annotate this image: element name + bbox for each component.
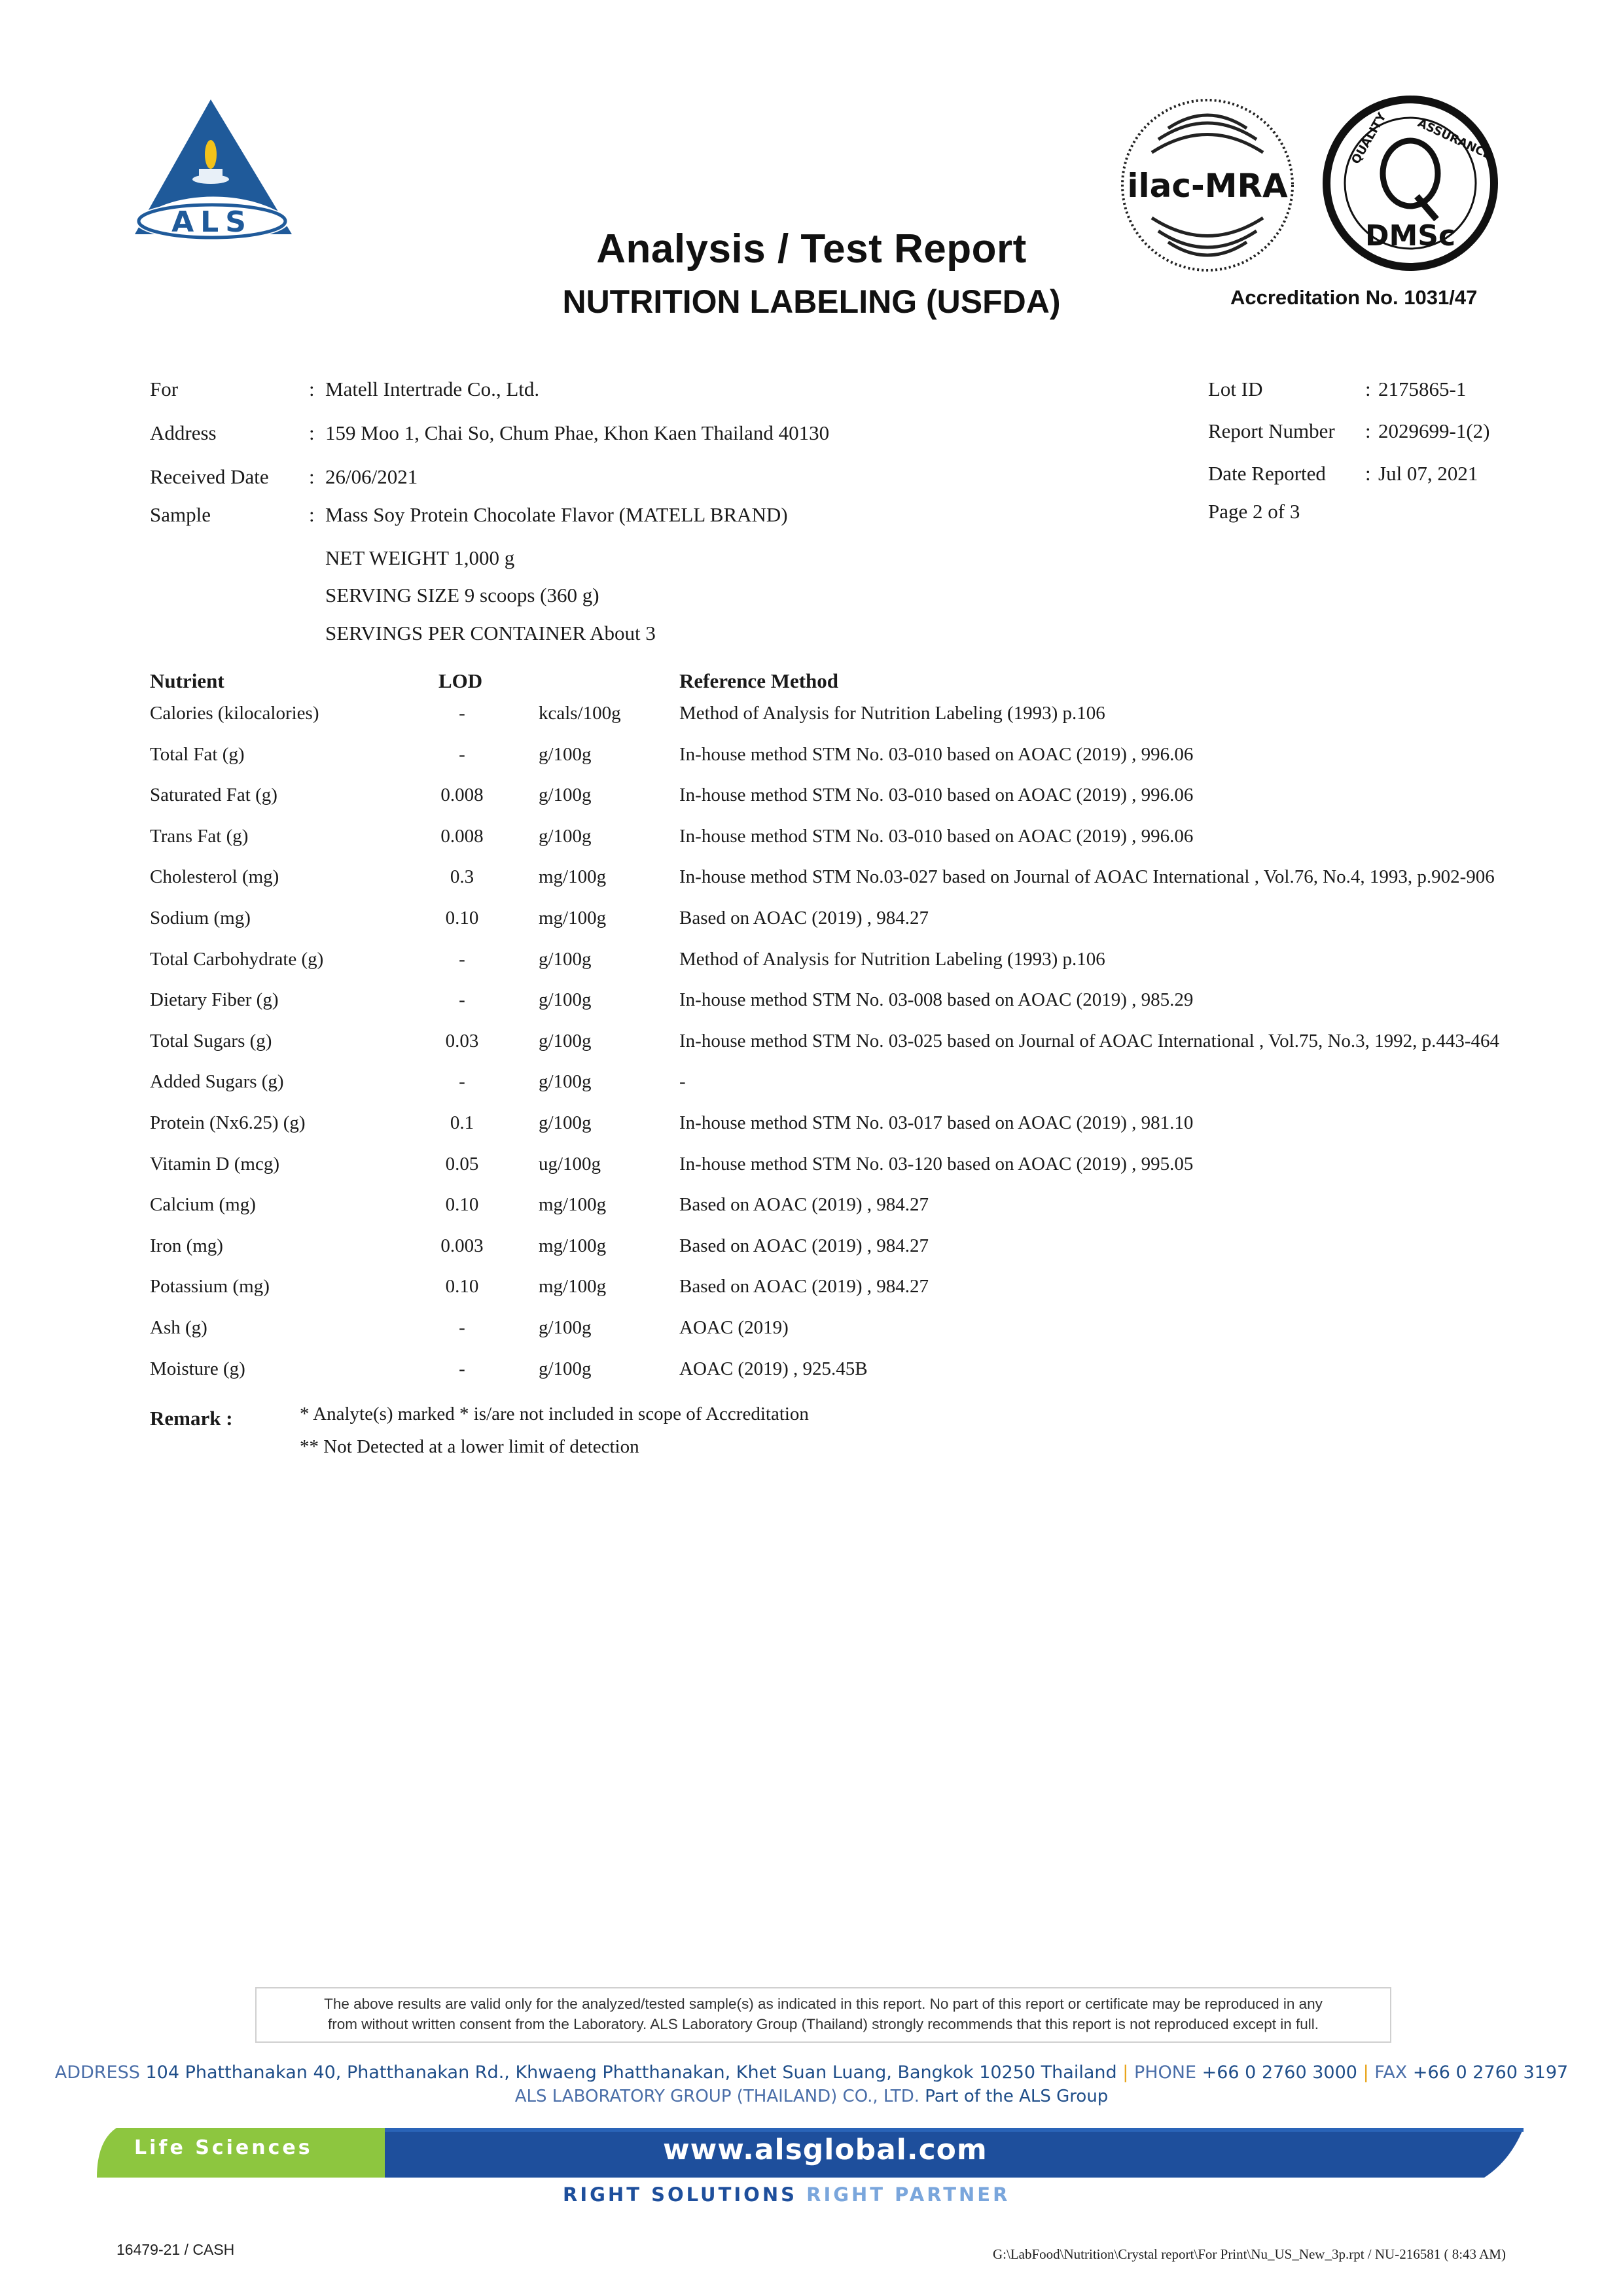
nutrient-name: Vitamin D (mcg): [150, 1153, 279, 1174]
nutrient-name: Calcium (mg): [150, 1194, 256, 1216]
nutrient-name: Protein (Nx6.25) (g): [150, 1112, 306, 1133]
reference-method: In-house method STM No. 03-010 based on AOAC (2019) , 996.06: [679, 785, 1194, 806]
address-line: [0, 2062, 1623, 2083]
table-row: [0, 785, 1623, 811]
address-text: 104 Phatthanakan 40, Phatthanakan Rd., Khwaeng Phatthanakan, Khet Suan Luang, Bangkok 10250 Thailand: [145, 2062, 1117, 2083]
net-weight: NET WEIGHT 1,000 g: [325, 546, 515, 569]
value-received-date: 26/06/2021: [325, 465, 418, 488]
header-lod: LOD: [438, 669, 483, 692]
slogan: [563, 2183, 1010, 2206]
reference-method: In-house method STM No. 03-008 based on AOAC (2019) , 985.29: [679, 989, 1194, 1011]
reference-method: Based on AOAC (2019) , 984.27: [679, 908, 929, 928]
colon: :: [1365, 378, 1371, 400]
reference-method: Method of Analysis for Nutrition Labeling (1993) p.106: [679, 948, 1105, 970]
nutrient-name: Ash (g): [150, 1317, 207, 1338]
page-number: Page 2 of 3: [1208, 500, 1300, 523]
servings-per-container: SERVINGS PER CONTAINER About 3: [325, 622, 656, 645]
table-row: [0, 1235, 1623, 1262]
reference-method: Method of Analysis for Nutrition Labeling (1993) p.106: [679, 703, 1105, 724]
nutrient-name: Cholesterol (mg): [150, 866, 279, 888]
table-row: [0, 866, 1623, 892]
separator: |: [1122, 2062, 1129, 2083]
unit: mg/100g: [539, 908, 607, 928]
nutrient-name: Potassium (mg): [150, 1276, 270, 1298]
nutrient-name: Total Sugars (g): [150, 1030, 272, 1051]
reference-method: In-house method STM No. 03-120 based on AOAC (2019) , 995.05: [679, 1153, 1194, 1174]
unit: g/100g: [539, 1112, 592, 1133]
dmsc-text: DMSc: [1364, 219, 1456, 253]
lod-value: 0.003: [440, 1235, 484, 1256]
table-row: [0, 826, 1623, 852]
company-line: [0, 2087, 1623, 2106]
lod-value: 0.1: [450, 1112, 474, 1133]
lod-value: 0.008: [440, 785, 484, 806]
nutrient-name: Total Fat (g): [150, 743, 245, 765]
nutrient-name: Saturated Fat (g): [150, 785, 277, 806]
lod-value: -: [459, 989, 465, 1011]
fax-key: FAX: [1374, 2062, 1408, 2083]
report-subtitle: NUTRITION LABELING (USFDA): [562, 283, 1061, 320]
nutrient-name: Sodium (mg): [150, 908, 251, 928]
label-sample: Sample: [150, 503, 211, 526]
unit: mg/100g: [539, 1194, 607, 1216]
disclaimer-line: from without written consent from the Laboratory. ALS Laboratory Group (Thailand) strongly recommends that this report is not reproduced except in full.: [327, 2016, 1319, 2032]
website-link[interactable]: www.alsglobal.com: [663, 2133, 988, 2166]
disclaimer-box: [255, 1987, 1391, 2043]
lod-value: -: [459, 743, 465, 765]
remark-label: Remark :: [150, 1407, 233, 1430]
table-row: [0, 1071, 1623, 1097]
table-row: [0, 1358, 1623, 1385]
slogan-part: RIGHT PARTNER: [806, 2183, 1010, 2206]
colon: :: [1365, 462, 1371, 485]
document-code: 16479-21 / CASH: [116, 2241, 235, 2258]
reference-method: AOAC (2019) , 925.45B: [679, 1358, 868, 1379]
life-sciences-label: Life Sciences: [134, 2136, 313, 2159]
unit: g/100g: [539, 1317, 592, 1338]
label-report-number: Report Number: [1208, 419, 1335, 442]
accreditation-number: Accreditation No. 1031/47: [1230, 286, 1478, 309]
unit: g/100g: [539, 785, 592, 806]
table-row: [0, 1031, 1623, 1057]
address-key: ADDRESS: [54, 2062, 140, 2083]
reference-method: Based on AOAC (2019) , 984.27: [679, 1235, 929, 1256]
nutrient-name: Calories (kilocalories): [150, 703, 319, 724]
unit: kcals/100g: [539, 703, 621, 724]
svg-text:ASSURANCE: ASSURANCE: [1415, 116, 1494, 163]
unit: ug/100g: [539, 1153, 601, 1174]
table-row: [0, 989, 1623, 1016]
table-row: [0, 1112, 1623, 1139]
nutrient-name: Trans Fat (g): [150, 825, 249, 847]
ilac-mra-seal: [1113, 90, 1302, 280]
fax-number: +66 0 2760 3197: [1412, 2062, 1569, 2083]
table-row: [0, 1194, 1623, 1220]
nutrient-name: Total Carbohydrate (g): [150, 948, 324, 970]
slogan-part: RIGHT SOLUTIONS: [563, 2183, 797, 2206]
nutrient-name: Iron (mg): [150, 1235, 223, 1256]
unit: g/100g: [539, 825, 592, 847]
logo-text: ALS: [171, 205, 253, 239]
lod-value: 0.008: [440, 825, 484, 847]
lod-value: 0.05: [445, 1153, 479, 1174]
lod-value: -: [459, 948, 465, 970]
lod-value: 0.3: [450, 866, 474, 888]
unit: g/100g: [539, 1071, 592, 1093]
company-suffix: Part of the ALS Group: [925, 2087, 1109, 2106]
svg-text:QUALITY: QUALITY: [1349, 110, 1389, 167]
lod-value: 0.10: [445, 908, 479, 928]
colon: :: [1365, 419, 1371, 442]
table-row: [0, 744, 1623, 770]
colon: :: [309, 378, 315, 400]
report-file-path: G:\LabFood\Nutrition\Crystal report\For Print\Nu_US_New_3p.rpt / NU-216581 ( 8:43 AM): [993, 2246, 1506, 2262]
ilac-text: ilac-MRA: [1127, 167, 1288, 205]
value-address: 159 Moo 1, Chai So, Chum Phae, Khon Kaen Thailand 40130: [325, 421, 830, 444]
label-for: For: [150, 378, 179, 400]
lod-value: -: [459, 1071, 465, 1093]
lod-value: -: [459, 1358, 465, 1379]
lod-value: 0.10: [445, 1276, 479, 1298]
table-row: [0, 1276, 1623, 1302]
header-reference-method: Reference Method: [679, 669, 839, 692]
colon: :: [309, 465, 315, 488]
label-address: Address: [150, 421, 217, 444]
reference-method: -: [679, 1071, 686, 1093]
reference-method: Based on AOAC (2019) , 984.27: [679, 1276, 929, 1298]
value-sample: Mass Soy Protein Chocolate Flavor (MATELL BRAND): [325, 503, 788, 526]
table-row: [0, 949, 1623, 975]
lod-value: -: [459, 703, 465, 724]
report-title: Analysis / Test Report: [596, 226, 1027, 272]
table-row: [0, 703, 1623, 729]
value-date-reported: Jul 07, 2021: [1378, 462, 1478, 485]
disclaimer-line: The above results are valid only for the analyzed/tested sample(s) as indicated in this report. No part of this report or certificate may be reproduced in any: [324, 1996, 1323, 2012]
unit: mg/100g: [539, 866, 607, 888]
separator: |: [1363, 2062, 1369, 2083]
reference-method: Based on AOAC (2019) , 984.27: [679, 1194, 929, 1216]
reference-method: In-house method STM No. 03-025 based on Journal of AOAC International , Vol.75, No.3, 1992, p.443-464: [679, 1030, 1500, 1051]
label-lot-id: Lot ID: [1208, 378, 1263, 400]
table-row: [0, 908, 1623, 934]
value-for: Matell Intertrade Co., Ltd.: [325, 378, 540, 400]
unit: mg/100g: [539, 1235, 607, 1256]
table-row: [0, 1154, 1623, 1180]
reference-method: In-house method STM No. 03-010 based on AOAC (2019) , 996.06: [679, 825, 1194, 847]
label-date-reported: Date Reported: [1208, 462, 1326, 485]
nutrient-name: Dietary Fiber (g): [150, 989, 279, 1011]
lod-value: -: [459, 1317, 465, 1338]
remark-line: ** Not Detected at a lower limit of detection: [300, 1436, 639, 1457]
reference-method: In-house method STM No.03-027 based on Journal of AOAC International , Vol.76, No.4, 1993, p.902-906: [679, 866, 1495, 888]
unit: g/100g: [539, 1358, 592, 1379]
value-report-number: 2029699-1(2): [1378, 419, 1490, 442]
unit: g/100g: [539, 1030, 592, 1051]
reference-method: AOAC (2019): [679, 1317, 789, 1338]
als-logo: [131, 97, 298, 247]
lod-value: 0.03: [445, 1030, 479, 1051]
dmsc-quality-seal: [1319, 92, 1502, 275]
unit: g/100g: [539, 743, 592, 765]
label-received-date: Received Date: [150, 465, 269, 488]
remark-line: * Analyte(s) marked * is/are not included in scope of Accreditation: [300, 1404, 809, 1424]
value-lot-id: 2175865-1: [1378, 378, 1467, 400]
colon: :: [309, 503, 315, 526]
serving-size: SERVING SIZE 9 scoops (360 g): [325, 584, 599, 607]
lod-value: 0.10: [445, 1194, 479, 1216]
header-nutrient: Nutrient: [150, 669, 224, 692]
colon: :: [309, 421, 315, 444]
unit: mg/100g: [539, 1276, 607, 1298]
company-name: ALS LABORATORY GROUP (THAILAND) CO., LTD.: [514, 2087, 919, 2106]
nutrient-name: Added Sugars (g): [150, 1071, 284, 1093]
table-row: [0, 1317, 1623, 1343]
phone-number: +66 0 2760 3000: [1202, 2062, 1357, 2083]
reference-method: In-house method STM No. 03-010 based on AOAC (2019) , 996.06: [679, 743, 1194, 765]
unit: g/100g: [539, 948, 592, 970]
phone-key: PHONE: [1133, 2062, 1197, 2083]
nutrient-name: Moisture (g): [150, 1358, 245, 1379]
reference-method: In-house method STM No. 03-017 based on AOAC (2019) , 981.10: [679, 1112, 1194, 1133]
unit: g/100g: [539, 989, 592, 1011]
